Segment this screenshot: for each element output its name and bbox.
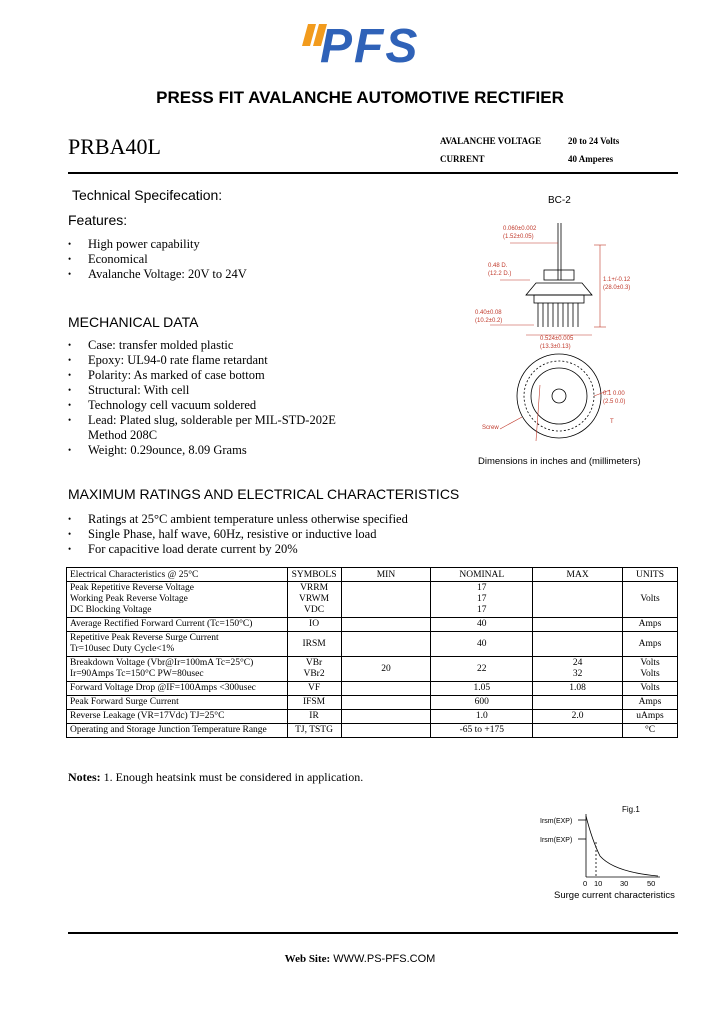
website-label: Web Site: [284,953,331,965]
curve-label-2: Irsm(EXP) [540,837,573,844]
header-specs [440,134,619,170]
table-cell-max [533,657,623,682]
table-row [67,618,678,632]
table-cell-nominal [431,682,533,696]
table-row [67,657,678,682]
table-cell-symbols [287,710,341,724]
column-header: MAX [533,568,623,582]
table-cell-params [67,632,288,657]
table-cell-units [623,682,678,696]
logo-text: PFS [320,20,420,70]
table-cell-params [67,724,288,738]
surge-current-chart [540,800,680,905]
table-cell-line: VRWM [299,594,330,604]
table-cell-max [533,582,623,618]
ratings-list [68,512,408,557]
mechanical-heading: MECHANICAL DATA [68,314,199,330]
table-cell-line: -65 to +175 [459,725,504,735]
column-header: MIN [341,568,431,582]
table-cell-min [341,696,431,710]
table-cell-line: VRRM [300,583,329,593]
header-spec-row: CURRENT 40 Amperes [440,154,614,164]
table-cell-line: 1.05 [473,683,491,693]
dim-width-mm: (12.2 D.) [488,271,512,277]
table-cell-line: 17 [477,605,487,615]
table-cell-line: 20 [381,663,391,674]
table-cell-line: Ir=90Amps Tc=150°C PW=80usec [70,669,204,679]
table-cell-line: IFSM [302,697,326,707]
column-header: NOMINAL [431,568,533,582]
column-header: SYMBOLS [287,568,341,582]
column-header: Electrical Characteristics @ 25°C [67,568,288,582]
table-cell-symbols [287,632,341,657]
list-item: • Weight: 0.29ounce, 8.09 Grams [68,443,336,458]
table-cell-line: VF [307,683,321,693]
table-cell-line: 1.0 [475,711,488,721]
dim-body: 0.40±0.08 [475,310,502,316]
table-cell-line: 40 [477,638,487,649]
table-cell-line: 22 [477,663,487,674]
bottom-divider [68,932,678,934]
table-row [67,724,678,738]
table-cell-nominal [431,657,533,682]
table-cell-symbols [287,724,341,738]
table-cell-line: IO [309,619,320,629]
table-cell-line: IR [309,711,319,721]
table-cell-line: Reverse Leakage (VR=17Vdc) TJ=25°C [70,711,225,721]
list-item: • Epoxy: UL94-0 rate flame retardant [68,353,336,368]
dim-top-lead-mm: (1.52±0.05) [503,234,534,240]
table-cell-max [533,632,623,657]
website-url[interactable]: WWW.PS-PFS.COM [330,953,436,965]
ratings-heading: MAXIMUM RATINGS AND ELECTRICAL CHARACTERISTICS [68,486,460,502]
table-cell-line: Volts [640,683,660,693]
table-cell-line: 2.0 [571,711,584,721]
table-cell-line: Operating and Storage Junction Temperature Range [70,725,267,735]
dim-height-mm: (28.0±0.3) [603,285,631,291]
list-item: • Ratings at 25°C ambient temperature unless otherwise specified [68,512,408,527]
t-label: T [610,419,614,425]
table-cell-nominal [431,696,533,710]
table-cell-params [67,710,288,724]
list-item: • Avalanche Voltage: 20V to 24V [68,267,247,282]
list-item: • Economical [68,252,247,267]
table-cell-nominal [431,724,533,738]
dimensions-caption: Dimensions in inches and (millimeters) [478,456,641,467]
table-cell-line: Amps [638,638,662,649]
notes-text: 1. Enough heatsink must be considered in application. [100,770,364,784]
table-cell-line: 17 [477,594,487,604]
table-cell-line: Working Peak Reverse Voltage [70,594,188,604]
table-cell-line: Peak Repetitive Reverse Voltage [70,583,194,593]
table-cell-min [341,582,431,618]
table-cell-line: 1.08 [569,683,586,693]
table-cell-line: TJ, TSTG [295,725,333,735]
table-header-row [67,568,678,582]
table-cell-symbols [287,618,341,632]
table-cell-line: 24 [572,658,583,668]
table-cell-line: 40 [477,619,487,629]
table-cell-units [623,632,678,657]
table-cell-line: VBr2 [303,669,325,679]
table-row [67,682,678,696]
table-cell-line: VBr [305,658,323,668]
package-label: BC-2 [548,195,571,206]
table-cell-symbols [287,682,341,696]
table-cell-line: IRSM [302,638,326,649]
package-drawing [470,185,680,470]
top-divider [68,172,678,174]
table-cell-line: °C [644,725,656,735]
table-row [67,582,678,618]
table-cell-min [341,632,431,657]
table-cell-nominal [431,618,533,632]
table-cell-min [341,724,431,738]
table-cell-line: Tr=10usec Duty Cycle<1% [70,644,175,654]
table-cell-line: 32 [572,669,583,679]
list-item: • Case: transfer molded plastic [68,338,336,353]
table-row [67,710,678,724]
features-heading: Features: [68,212,128,228]
table-cell-line: Volts [640,594,660,604]
table-cell-units [623,710,678,724]
table-cell-symbols [287,696,341,710]
part-number: PRBA40L [68,134,161,159]
table-cell-params [67,682,288,696]
dim-diameter: 0.524±0.005 [540,336,574,342]
table-cell-max [533,710,623,724]
surge-curve [586,816,658,876]
notes-label: Notes: [68,770,101,784]
table-cell-nominal [431,632,533,657]
table-cell-symbols [287,657,341,682]
table-cell-line: Forward Voltage Drop @IF=100Amps <300usec [70,683,256,693]
table-cell-units [623,657,678,682]
dim-width: 0.48 D. [488,263,508,269]
list-item: • Polarity: As marked of case bottom [68,368,336,383]
header-spec-row: AVALANCHE VOLTAGE 20 to 24 Volts [440,136,620,146]
tick-label: 30 [620,879,629,888]
table-cell-min [341,618,431,632]
table-cell-line: Average Rectified Forward Current (Tc=150°C) [70,619,253,629]
table-cell-line: Peak Forward Surge Current [70,697,179,707]
table-cell-symbols [287,582,341,618]
table-cell-max [533,682,623,696]
dim-diameter-mm: (13.3±0.13) [540,344,571,350]
pfs-logo [292,18,472,70]
table-cell-min [341,710,431,724]
tech-spec-heading: Technical Specifecation: [72,187,223,203]
table-cell-line: Volts [640,658,660,668]
table-cell-params [67,582,288,618]
mechanical-list [68,338,336,458]
table-cell-line: DC Blocking Voltage [70,605,152,615]
table-cell-units [623,618,678,632]
table-cell-units [623,582,678,618]
electrical-characteristics-table [66,567,678,738]
table-cell-line: Amps [638,619,662,629]
table-cell-line: Breakdown Voltage (Vbr@Ir=100mA Tc=25°C) [70,658,254,668]
column-header: UNITS [623,568,678,582]
table-cell-nominal [431,710,533,724]
table-cell-min [341,682,431,696]
curve-label-1: Irsm(EXP) [540,818,573,825]
features-list [68,237,247,282]
table-cell-min [341,657,431,682]
table-row [67,632,678,657]
notes [68,770,363,785]
table-cell-line: uAmps [636,711,664,721]
table-cell-max [533,618,623,632]
table-cell-max [533,724,623,738]
table-cell-units [623,696,678,710]
list-item-continuation: Method 208C [88,428,158,442]
dim-side-mm: (2.5 0.0) [603,399,626,405]
website-footer [0,953,720,965]
tick-label: 50 [647,879,656,888]
list-item: • Structural: With cell [68,383,336,398]
table-cell-line: 17 [477,583,487,593]
table-cell-units [623,724,678,738]
dim-body-mm: (10.2±0.2) [475,318,503,324]
document-title: PRESS FIT AVALANCHE AUTOMOTIVE RECTIFIER [156,88,564,107]
table-cell-line: Volts [640,669,660,679]
table-cell-params [67,696,288,710]
list-item: • High power capability [68,237,247,252]
table-cell-line: VDC [304,605,325,615]
table-cell-line: Amps [638,697,662,707]
dim-side: 0.1 0.00 [603,391,625,397]
list-item: • Technology cell vacuum soldered [68,398,336,413]
table-cell-line: 600 [474,697,489,707]
dim-height: 1.1+/-0.12 [603,277,631,283]
table-cell-line: Repetitive Peak Reverse Surge Current [70,633,219,643]
list-item: • Single Phase, half wave, 60Hz, resistive or inductive load [68,527,408,542]
dim-top-lead: 0.060±0.002 [503,226,537,232]
table-cell-nominal [431,582,533,618]
screw-label: Screw [482,425,499,431]
tick-label: 0 [583,879,588,888]
table-row [67,696,678,710]
table-cell-params [67,657,288,682]
tick-label: 10 [594,879,603,888]
chart-caption: Surge current characteristics [554,890,675,901]
fig-label: Fig.1 [622,805,640,814]
list-item: • For capacitive load derate current by 20% [68,542,408,557]
table-cell-max [533,696,623,710]
list-item: • Lead: Plated slug, solderable per MIL-STD-202E [68,413,336,428]
table-cell-params [67,618,288,632]
